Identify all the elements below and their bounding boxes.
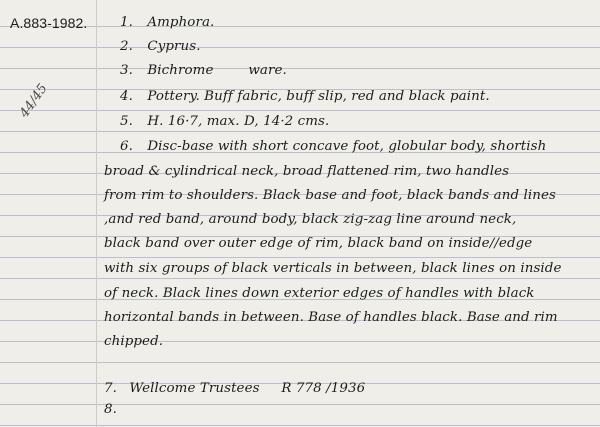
- entry-number: 5.: [120, 114, 133, 129]
- entry-text: Wellcome Trustees R 778 /1936: [129, 381, 366, 396]
- entry-3: [120, 62, 287, 80]
- entry-2: [120, 38, 201, 56]
- entry-text: Pottery. Buff fabric, buff slip, red and black paint.: [147, 89, 490, 104]
- entry-8: [104, 401, 125, 419]
- margin-rule: [96, 0, 97, 427]
- entry-number: 4.: [120, 89, 133, 104]
- margin-note: 44/45: [17, 81, 51, 121]
- description-line: chipped.: [104, 334, 164, 349]
- entry-5: [120, 113, 329, 131]
- entry-1: [120, 14, 214, 32]
- entry-text: Disc-base with short concave foot, globular body, shortish: [147, 139, 547, 154]
- entry-text: Cyprus.: [147, 39, 201, 54]
- entry-number: 6.: [120, 139, 133, 154]
- entry-text: Amphora.: [147, 15, 215, 30]
- entry-7: [104, 380, 365, 398]
- entry-6: [120, 138, 546, 156]
- description-line: ,and red band, around body, black zig-zag line around neck,: [104, 212, 517, 227]
- entry-text: Bichrome ware.: [147, 63, 287, 78]
- description-line: of neck. Black lines down exterior edges of handles with black: [104, 286, 535, 301]
- description-line: horizontal bands in between. Base of handles black. Base and rim: [104, 310, 558, 325]
- description-line: broad & cylindrical neck, broad flattened rim, two handles: [104, 164, 510, 179]
- entry-text: H. 16·7, max. D, 14·2 cms.: [147, 114, 330, 129]
- entry-number: 2.: [120, 39, 133, 54]
- description-line: from rim to shoulders. Black base and foot, black bands and lines: [104, 188, 556, 203]
- entry-number: 8.: [104, 402, 117, 417]
- description-line: with six groups of black verticals in between, black lines on inside: [104, 261, 562, 276]
- accession-number: A.883-1982.: [10, 15, 88, 31]
- entry-number: 3.: [120, 63, 133, 78]
- description-line: black band over outer edge of rim, black band on inside//edge: [104, 236, 533, 251]
- entry-number: 7.: [104, 381, 117, 396]
- entry-number: 1.: [120, 15, 133, 30]
- entry-4: [120, 88, 490, 106]
